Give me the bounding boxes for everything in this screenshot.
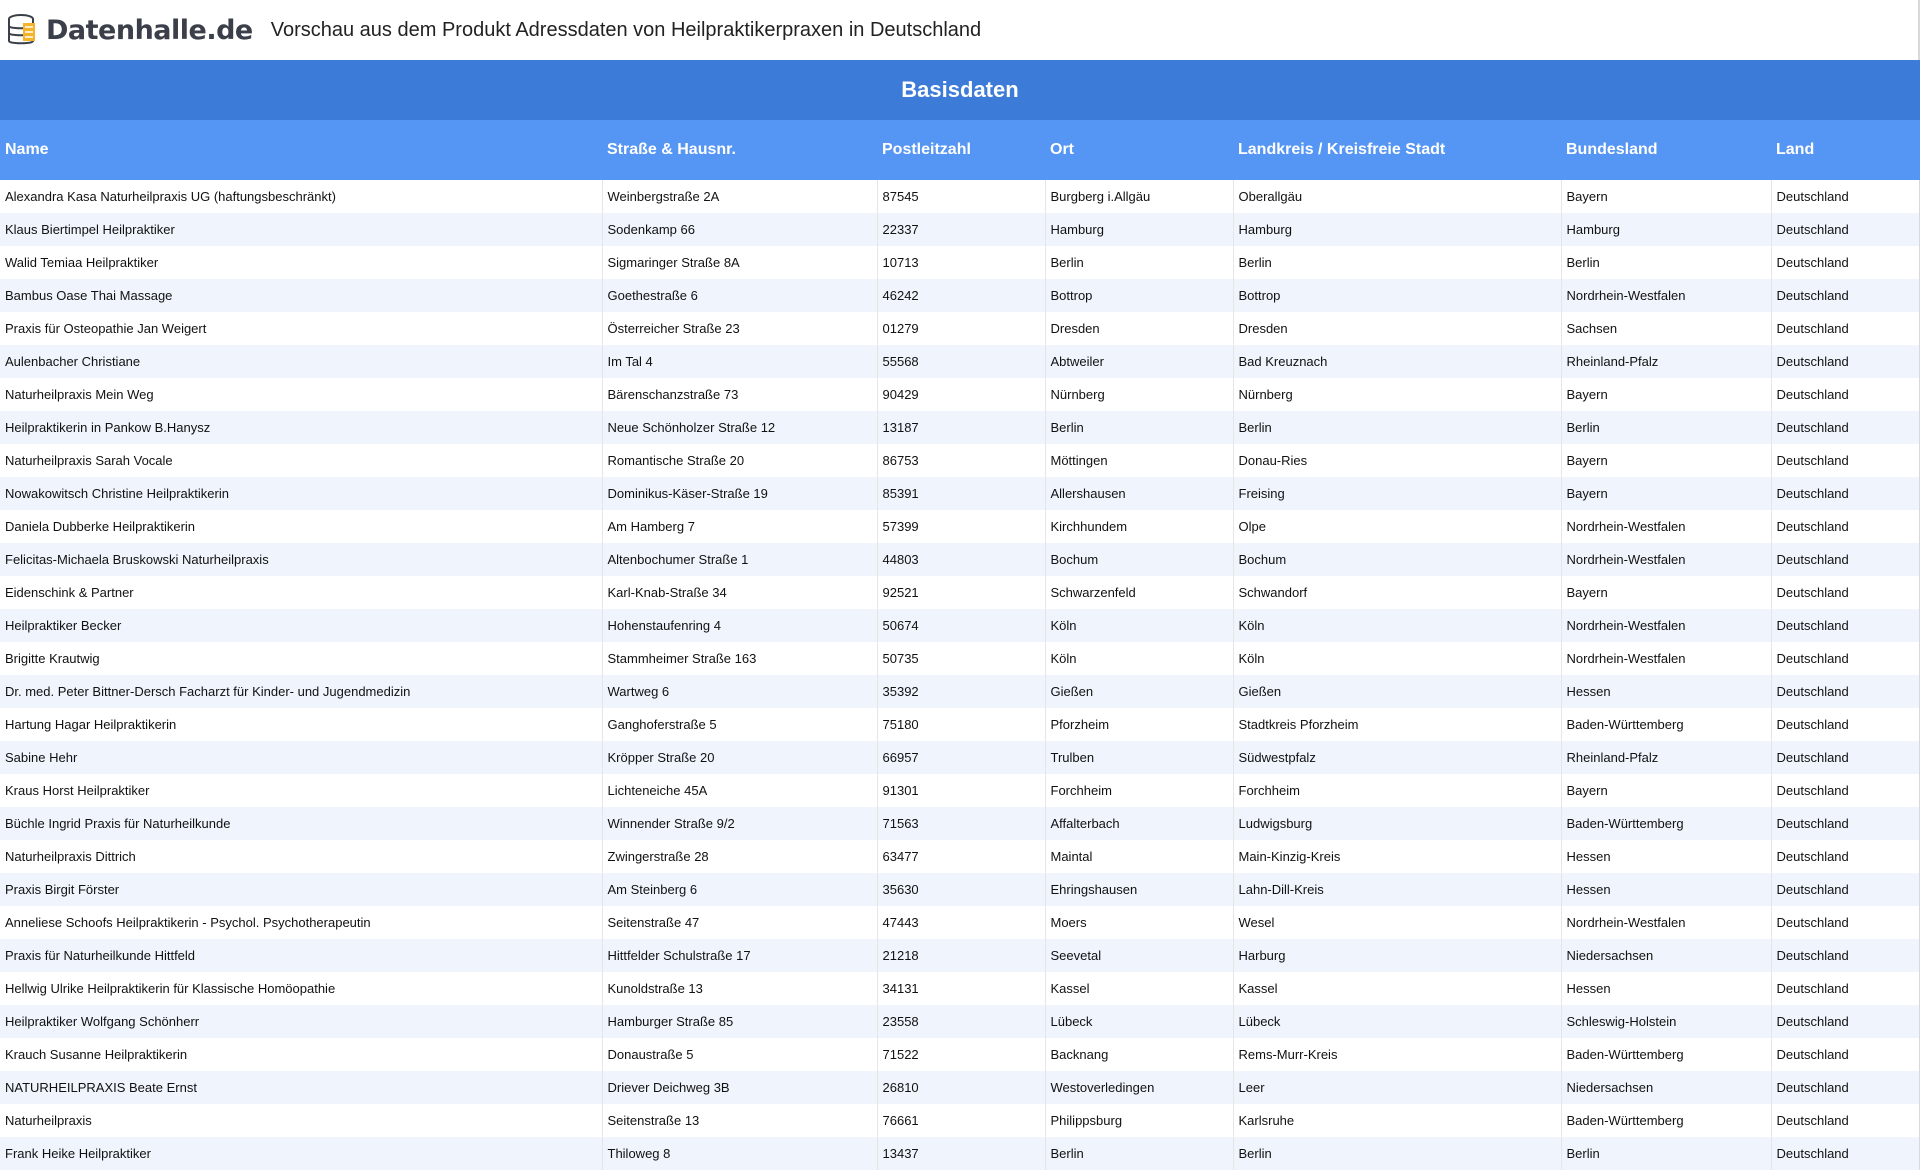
- cell-district: Olpe: [1233, 510, 1561, 543]
- cell-city: Gießen: [1045, 675, 1233, 708]
- cell-street: Bärenschanzstraße 73: [602, 378, 877, 411]
- cell-street: Stammheimer Straße 163: [602, 642, 877, 675]
- cell-state: Rheinland-Pfalz: [1561, 741, 1771, 774]
- cell-postal-code: 90429: [877, 378, 1045, 411]
- cell-state: Baden-Württemberg: [1561, 708, 1771, 741]
- column-header-city[interactable]: Ort: [1045, 120, 1233, 180]
- cell-district: Lübeck: [1233, 1005, 1561, 1038]
- cell-street: Driever Deichweg 3B: [602, 1071, 877, 1104]
- cell-city: Berlin: [1045, 246, 1233, 279]
- cell-street: Goethestraße 6: [602, 279, 877, 312]
- cell-postal-code: 85391: [877, 477, 1045, 510]
- cell-city: Berlin: [1045, 1137, 1233, 1170]
- cell-street: Zwingerstraße 28: [602, 840, 877, 873]
- cell-city: Allershausen: [1045, 477, 1233, 510]
- table-row[interactable]: [0, 543, 1920, 576]
- cell-name: Praxis für Naturheilkunde Hittfeld: [0, 939, 602, 972]
- cell-street: Lichteneiche 45A: [602, 774, 877, 807]
- table-row[interactable]: [0, 180, 1920, 213]
- cell-district: Dresden: [1233, 312, 1561, 345]
- cell-city: Seevetal: [1045, 939, 1233, 972]
- cell-state: Sachsen: [1561, 312, 1771, 345]
- cell-city: Nürnberg: [1045, 378, 1233, 411]
- cell-street: Sodenkamp 66: [602, 213, 877, 246]
- cell-country: Deutschland: [1771, 1005, 1920, 1038]
- cell-country: Deutschland: [1771, 576, 1920, 609]
- cell-street: Altenbochumer Straße 1: [602, 543, 877, 576]
- cell-name: Sabine Hehr: [0, 741, 602, 774]
- cell-district: Schwandorf: [1233, 576, 1561, 609]
- cell-city: Möttingen: [1045, 444, 1233, 477]
- cell-name: Bambus Oase Thai Massage: [0, 279, 602, 312]
- cell-postal-code: 55568: [877, 345, 1045, 378]
- cell-street: Am Hamberg 7: [602, 510, 877, 543]
- cell-district: Ludwigsburg: [1233, 807, 1561, 840]
- cell-state: Nordrhein-Westfalen: [1561, 510, 1771, 543]
- cell-district: Stadtkreis Pforzheim: [1233, 708, 1561, 741]
- cell-city: Moers: [1045, 906, 1233, 939]
- cell-state: Rheinland-Pfalz: [1561, 345, 1771, 378]
- cell-postal-code: 23558: [877, 1005, 1045, 1038]
- cell-district: Karlsruhe: [1233, 1104, 1561, 1137]
- cell-city: Maintal: [1045, 840, 1233, 873]
- cell-state: Hessen: [1561, 972, 1771, 1005]
- cell-country: Deutschland: [1771, 345, 1920, 378]
- cell-name: Naturheilpraxis Sarah Vocale: [0, 444, 602, 477]
- cell-district: Bottrop: [1233, 279, 1561, 312]
- cell-state: Nordrhein-Westfalen: [1561, 906, 1771, 939]
- cell-name: Eidenschink & Partner: [0, 576, 602, 609]
- cell-city: Ehringshausen: [1045, 873, 1233, 906]
- table-row[interactable]: [0, 1071, 1920, 1104]
- cell-country: Deutschland: [1771, 939, 1920, 972]
- cell-city: Kassel: [1045, 972, 1233, 1005]
- cell-state: Nordrhein-Westfalen: [1561, 543, 1771, 576]
- cell-country: Deutschland: [1771, 675, 1920, 708]
- cell-district: Harburg: [1233, 939, 1561, 972]
- cell-name: Dr. med. Peter Bittner-Dersch Facharzt für Kinder- und Jugendmedizin: [0, 675, 602, 708]
- cell-district: Forchheim: [1233, 774, 1561, 807]
- table-row[interactable]: [0, 708, 1920, 741]
- table-row[interactable]: [0, 972, 1920, 1005]
- cell-name: Heilpraktiker Becker: [0, 609, 602, 642]
- cell-street: Im Tal 4: [602, 345, 877, 378]
- cell-name: Naturheilpraxis Mein Weg: [0, 378, 602, 411]
- cell-district: Leer: [1233, 1071, 1561, 1104]
- cell-city: Westoverledingen: [1045, 1071, 1233, 1104]
- cell-state: Bayern: [1561, 378, 1771, 411]
- cell-street: Hohenstaufenring 4: [602, 609, 877, 642]
- cell-city: Abtweiler: [1045, 345, 1233, 378]
- cell-state: Bayern: [1561, 444, 1771, 477]
- table-row[interactable]: [0, 345, 1920, 378]
- table-row[interactable]: [0, 741, 1920, 774]
- cell-district: Köln: [1233, 642, 1561, 675]
- cell-district: Kassel: [1233, 972, 1561, 1005]
- table-header-row: [0, 120, 1920, 180]
- table-row[interactable]: [0, 246, 1920, 279]
- cell-street: Ganghoferstraße 5: [602, 708, 877, 741]
- column-header-postal-code[interactable]: Postleitzahl: [877, 120, 1045, 180]
- cell-country: Deutschland: [1771, 543, 1920, 576]
- cell-street: Seitenstraße 13: [602, 1104, 877, 1137]
- cell-district: Oberallgäu: [1233, 180, 1561, 213]
- cell-state: Niedersachsen: [1561, 939, 1771, 972]
- cell-street: Neue Schönholzer Straße 12: [602, 411, 877, 444]
- cell-street: Sigmaringer Straße 8A: [602, 246, 877, 279]
- cell-postal-code: 87545: [877, 180, 1045, 213]
- cell-city: Pforzheim: [1045, 708, 1233, 741]
- cell-postal-code: 34131: [877, 972, 1045, 1005]
- cell-name: Hartung Hagar Heilpraktikerin: [0, 708, 602, 741]
- page-title: Vorschau aus dem Produkt Adressdaten von Heilpraktikerpraxen in Deutschland: [270, 18, 982, 41]
- cell-postal-code: 13437: [877, 1137, 1045, 1170]
- cell-postal-code: 57399: [877, 510, 1045, 543]
- cell-district: Wesel: [1233, 906, 1561, 939]
- cell-state: Hessen: [1561, 675, 1771, 708]
- cell-country: Deutschland: [1771, 477, 1920, 510]
- cell-street: Donaustraße 5: [602, 1038, 877, 1071]
- cell-state: Bayern: [1561, 477, 1771, 510]
- cell-city: Bottrop: [1045, 279, 1233, 312]
- cell-postal-code: 26810: [877, 1071, 1045, 1104]
- table-row[interactable]: [0, 774, 1920, 807]
- cell-city: Hamburg: [1045, 213, 1233, 246]
- cell-state: Hessen: [1561, 873, 1771, 906]
- cell-country: Deutschland: [1771, 378, 1920, 411]
- cell-postal-code: 71563: [877, 807, 1045, 840]
- cell-postal-code: 91301: [877, 774, 1045, 807]
- table-row[interactable]: [0, 279, 1920, 312]
- cell-name: Naturheilpraxis: [0, 1104, 602, 1137]
- cell-postal-code: 22337: [877, 213, 1045, 246]
- table-row[interactable]: [0, 213, 1920, 246]
- cell-name: Büchle Ingrid Praxis für Naturheilkunde: [0, 807, 602, 840]
- table-row[interactable]: [0, 576, 1920, 609]
- cell-country: Deutschland: [1771, 807, 1920, 840]
- cell-country: Deutschland: [1771, 873, 1920, 906]
- cell-city: Burgberg i.Allgäu: [1045, 180, 1233, 213]
- cell-postal-code: 35630: [877, 873, 1045, 906]
- cell-postal-code: 76661: [877, 1104, 1045, 1137]
- cell-postal-code: 92521: [877, 576, 1045, 609]
- cell-country: Deutschland: [1771, 279, 1920, 312]
- cell-postal-code: 75180: [877, 708, 1045, 741]
- table-row[interactable]: [0, 312, 1920, 345]
- column-header-district[interactable]: Landkreis / Kreisfreie Stadt: [1233, 120, 1561, 180]
- cell-city: Bochum: [1045, 543, 1233, 576]
- table-row[interactable]: [0, 906, 1920, 939]
- cell-district: Bochum: [1233, 543, 1561, 576]
- table-row[interactable]: [0, 411, 1920, 444]
- cell-state: Hamburg: [1561, 213, 1771, 246]
- cell-city: Köln: [1045, 609, 1233, 642]
- cell-district: Berlin: [1233, 246, 1561, 279]
- cell-state: Hessen: [1561, 840, 1771, 873]
- cell-state: Berlin: [1561, 246, 1771, 279]
- cell-city: Trulben: [1045, 741, 1233, 774]
- top-bar: [0, 0, 1920, 60]
- table-row[interactable]: [0, 873, 1920, 906]
- cell-name: Krauch Susanne Heilpraktikerin: [0, 1038, 602, 1071]
- cell-street: Thiloweg 8: [602, 1137, 877, 1170]
- cell-street: Hittfelder Schulstraße 17: [602, 939, 877, 972]
- cell-postal-code: 13187: [877, 411, 1045, 444]
- cell-state: Baden-Württemberg: [1561, 1104, 1771, 1137]
- cell-postal-code: 71522: [877, 1038, 1045, 1071]
- cell-postal-code: 21218: [877, 939, 1045, 972]
- cell-name: Daniela Dubberke Heilpraktikerin: [0, 510, 602, 543]
- cell-street: Seitenstraße 47: [602, 906, 877, 939]
- logo-text: Datenhalle.de: [46, 14, 253, 46]
- cell-state: Bayern: [1561, 180, 1771, 213]
- cell-city: Schwarzenfeld: [1045, 576, 1233, 609]
- column-header-state[interactable]: Bundesland: [1561, 120, 1771, 180]
- cell-name: Anneliese Schoofs Heilpraktikerin - Psychol. Psychotherapeutin: [0, 906, 602, 939]
- cell-district: Donau-Ries: [1233, 444, 1561, 477]
- cell-street: Dominikus-Käser-Straße 19: [602, 477, 877, 510]
- column-header-street[interactable]: Straße & Hausnr.: [602, 120, 877, 180]
- cell-state: Schleswig-Holstein: [1561, 1005, 1771, 1038]
- cell-country: Deutschland: [1771, 1104, 1920, 1137]
- cell-street: Kröpper Straße 20: [602, 741, 877, 774]
- cell-state: Niedersachsen: [1561, 1071, 1771, 1104]
- cell-name: Brigitte Krautwig: [0, 642, 602, 675]
- cell-city: Forchheim: [1045, 774, 1233, 807]
- cell-postal-code: 35392: [877, 675, 1045, 708]
- table-row[interactable]: [0, 840, 1920, 873]
- table-row[interactable]: [0, 444, 1920, 477]
- cell-state: Nordrhein-Westfalen: [1561, 279, 1771, 312]
- cell-city: Berlin: [1045, 411, 1233, 444]
- section-header: Basisdaten: [0, 60, 1920, 120]
- table-row[interactable]: [0, 1005, 1920, 1038]
- table-row[interactable]: [0, 675, 1920, 708]
- cell-district: Freising: [1233, 477, 1561, 510]
- cell-state: Berlin: [1561, 1137, 1771, 1170]
- table-row[interactable]: [0, 510, 1920, 543]
- cell-country: Deutschland: [1771, 609, 1920, 642]
- cell-country: Deutschland: [1771, 411, 1920, 444]
- cell-city: Philippsburg: [1045, 1104, 1233, 1137]
- cell-country: Deutschland: [1771, 642, 1920, 675]
- cell-district: Berlin: [1233, 1137, 1561, 1170]
- table-row[interactable]: [0, 1038, 1920, 1071]
- cell-country: Deutschland: [1771, 246, 1920, 279]
- cell-name: Frank Heike Heilpraktiker: [0, 1137, 602, 1170]
- cell-street: Kunoldstraße 13: [602, 972, 877, 1005]
- cell-country: Deutschland: [1771, 741, 1920, 774]
- cell-country: Deutschland: [1771, 708, 1920, 741]
- cell-street: Winnender Straße 9/2: [602, 807, 877, 840]
- cell-state: Nordrhein-Westfalen: [1561, 642, 1771, 675]
- cell-postal-code: 66957: [877, 741, 1045, 774]
- cell-district: Bad Kreuznach: [1233, 345, 1561, 378]
- table-row[interactable]: [0, 642, 1920, 675]
- cell-city: Affalterbach: [1045, 807, 1233, 840]
- cell-name: Naturheilpraxis Dittrich: [0, 840, 602, 873]
- cell-name: Praxis Birgit Förster: [0, 873, 602, 906]
- column-header-name[interactable]: Name: [0, 120, 602, 180]
- logo[interactable]: [6, 13, 253, 47]
- table-body: [0, 180, 1920, 1170]
- cell-country: Deutschland: [1771, 312, 1920, 345]
- table-row[interactable]: [0, 1104, 1920, 1137]
- cell-name: Walid Temiaa Heilpraktiker: [0, 246, 602, 279]
- cell-name: NATURHEILPRAXIS Beate Ernst: [0, 1071, 602, 1104]
- table-row[interactable]: [0, 1137, 1920, 1170]
- cell-country: Deutschland: [1771, 972, 1920, 1005]
- database-logo-icon: [6, 13, 40, 47]
- cell-postal-code: 44803: [877, 543, 1045, 576]
- table-row[interactable]: [0, 477, 1920, 510]
- cell-district: Gießen: [1233, 675, 1561, 708]
- cell-country: Deutschland: [1771, 213, 1920, 246]
- cell-street: Am Steinberg 6: [602, 873, 877, 906]
- cell-city: Backnang: [1045, 1038, 1233, 1071]
- cell-name: Hellwig Ulrike Heilpraktikerin für Klassische Homöopathie: [0, 972, 602, 1005]
- table-row[interactable]: [0, 378, 1920, 411]
- cell-country: Deutschland: [1771, 906, 1920, 939]
- cell-district: Lahn-Dill-Kreis: [1233, 873, 1561, 906]
- cell-country: Deutschland: [1771, 1071, 1920, 1104]
- cell-country: Deutschland: [1771, 840, 1920, 873]
- cell-state: Baden-Württemberg: [1561, 807, 1771, 840]
- cell-street: Weinbergstraße 2A: [602, 180, 877, 213]
- cell-name: Nowakowitsch Christine Heilpraktikerin: [0, 477, 602, 510]
- cell-name: Aulenbacher Christiane: [0, 345, 602, 378]
- column-header-country[interactable]: Land: [1771, 120, 1920, 180]
- table-row[interactable]: [0, 609, 1920, 642]
- cell-name: Felicitas-Michaela Bruskowski Naturheilpraxis: [0, 543, 602, 576]
- cell-district: Köln: [1233, 609, 1561, 642]
- cell-postal-code: 01279: [877, 312, 1045, 345]
- cell-country: Deutschland: [1771, 444, 1920, 477]
- cell-district: Rems-Murr-Kreis: [1233, 1038, 1561, 1071]
- cell-postal-code: 47443: [877, 906, 1045, 939]
- cell-name: Kraus Horst Heilpraktiker: [0, 774, 602, 807]
- table-row[interactable]: [0, 939, 1920, 972]
- cell-postal-code: 86753: [877, 444, 1045, 477]
- cell-state: Bayern: [1561, 774, 1771, 807]
- cell-country: Deutschland: [1771, 1038, 1920, 1071]
- cell-postal-code: 50735: [877, 642, 1045, 675]
- cell-country: Deutschland: [1771, 1137, 1920, 1170]
- cell-city: Köln: [1045, 642, 1233, 675]
- cell-city: Dresden: [1045, 312, 1233, 345]
- cell-country: Deutschland: [1771, 774, 1920, 807]
- cell-city: Lübeck: [1045, 1005, 1233, 1038]
- data-table: [0, 120, 1920, 1170]
- cell-state: Nordrhein-Westfalen: [1561, 609, 1771, 642]
- cell-name: Heilpraktikerin in Pankow B.Hanysz: [0, 411, 602, 444]
- cell-district: Berlin: [1233, 411, 1561, 444]
- cell-street: Hamburger Straße 85: [602, 1005, 877, 1038]
- cell-country: Deutschland: [1771, 180, 1920, 213]
- cell-city: Kirchhundem: [1045, 510, 1233, 543]
- cell-street: Romantische Straße 20: [602, 444, 877, 477]
- cell-postal-code: 63477: [877, 840, 1045, 873]
- cell-name: Heilpraktiker Wolfgang Schönherr: [0, 1005, 602, 1038]
- cell-state: Berlin: [1561, 411, 1771, 444]
- cell-district: Nürnberg: [1233, 378, 1561, 411]
- cell-country: Deutschland: [1771, 510, 1920, 543]
- cell-postal-code: 50674: [877, 609, 1045, 642]
- cell-state: Bayern: [1561, 576, 1771, 609]
- cell-street: Österreicher Straße 23: [602, 312, 877, 345]
- cell-state: Baden-Württemberg: [1561, 1038, 1771, 1071]
- cell-street: Karl-Knab-Straße 34: [602, 576, 877, 609]
- cell-street: Wartweg 6: [602, 675, 877, 708]
- cell-district: Main-Kinzig-Kreis: [1233, 840, 1561, 873]
- cell-district: Hamburg: [1233, 213, 1561, 246]
- table-row[interactable]: [0, 807, 1920, 840]
- cell-postal-code: 10713: [877, 246, 1045, 279]
- cell-postal-code: 46242: [877, 279, 1045, 312]
- cell-district: Südwestpfalz: [1233, 741, 1561, 774]
- cell-name: Klaus Biertimpel Heilpraktiker: [0, 213, 602, 246]
- cell-name: Praxis für Osteopathie Jan Weigert: [0, 312, 602, 345]
- cell-name: Alexandra Kasa Naturheilpraxis UG (haftungsbeschränkt): [0, 180, 602, 213]
